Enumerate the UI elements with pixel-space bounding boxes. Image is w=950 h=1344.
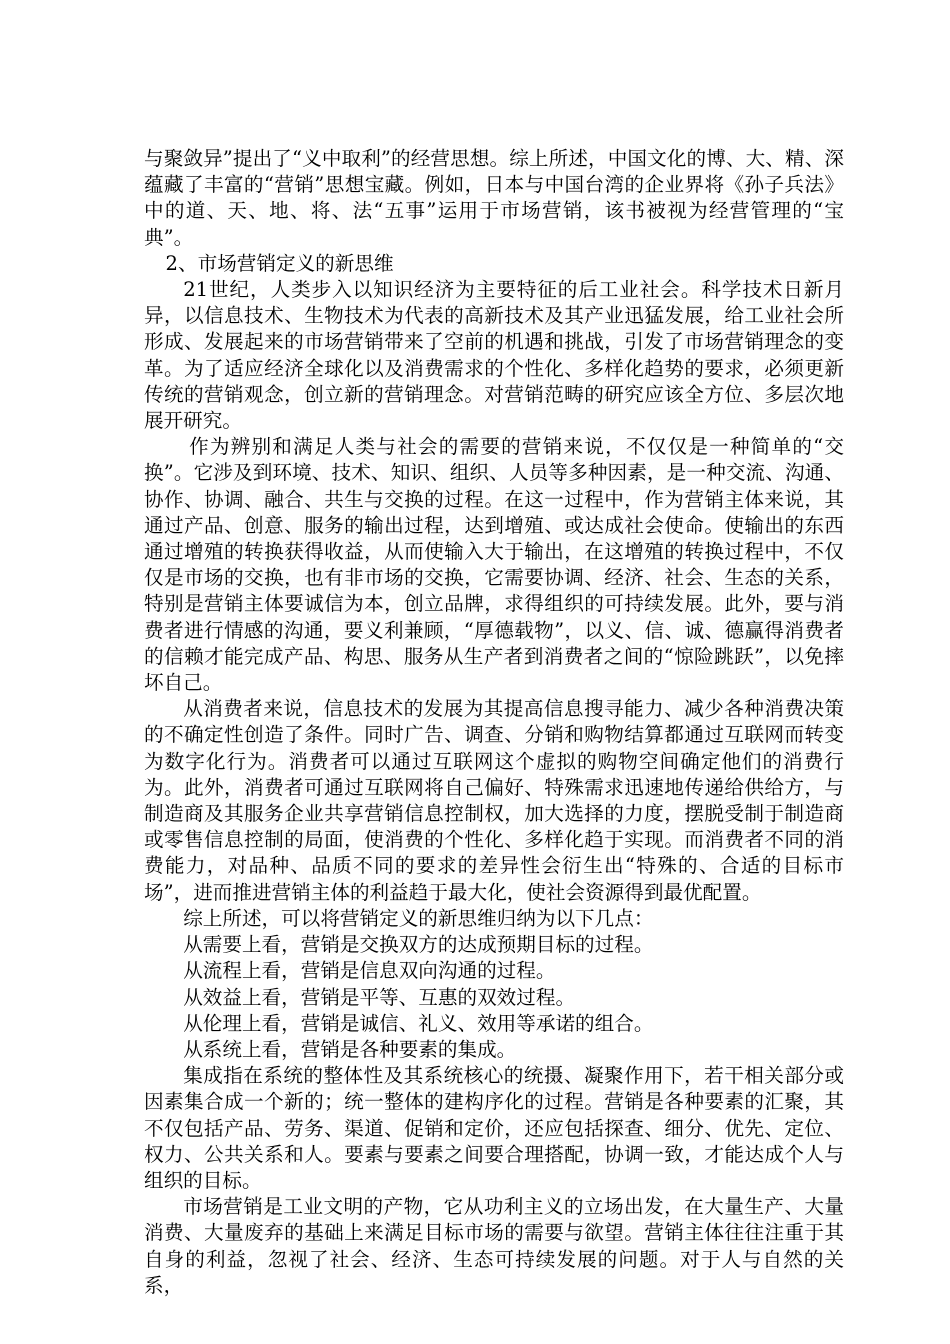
paragraph: 与聚敛异”提出了“义中取利”的经营思想。综上所述，中国文化的博、大、精、深蕴藏了丰富的“营销”思想宝藏。例如，日本与中国台湾的企业界将《孙子兵法》中的道、天、地、将、法“五事”运用于市场营销，该书被视为经营管理的“宝典”。 xyxy=(144,147,844,249)
document-body xyxy=(144,146,844,1299)
paragraph: 作为辨别和满足人类与社会的需要的营销来说，不仅仅是一种简单的“交换”。它涉及到环境、技术、知识、组织、人员等多种因素，是一种交流、沟通、协作、协调、融合、共生与交换的过程。在这一过程中，作为营销主体来说，其通过产品、创意、服务的输出过程，达到增殖、或达成社会使命。使输出的东西通过增殖的转换获得收益，从而使输入大于输出，在这增殖的转换过程中，不仅仅是市场的交换，也有非市场的交换，它需要协调、经济、社会、生态的关系，特别是营销主体要诚信为本，创立品牌，求得组织的可持续发展。此外，要与消费者进行情感的沟通，要义利兼顾，“厚德载物”，以义、信、诚、德赢得消费者的信赖才能完成产品、构思、服务从生产者到消费者之间的“惊险跳跃”，以免摔坏自己。 xyxy=(144,435,844,695)
paragraph: 市场营销是工业文明的产物，它从功利主义的立场出发，在大量生产、大量消费、大量废弃的基础上来满足目标市场的需要与欲望。营销主体往往注重于其自身的利益，忽视了社会、经济、生态可持续发展的问题。对于人与自然的关系， xyxy=(144,1195,844,1297)
section-heading: 2、市场营销定义的新思维 xyxy=(165,251,394,275)
list-item: 从流程上看，营销是信息双向沟通的过程。 xyxy=(183,959,556,983)
paragraph: 综上所述，可以将营销定义的新思维归纳为以下几点： xyxy=(183,906,654,930)
list-item: 从伦理上看，营销是诚信、礼义、效用等承诺的组合。 xyxy=(183,1011,654,1035)
list-item: 从需要上看，营销是交换双方的达成预期目标的过程。 xyxy=(183,933,654,957)
list-item: 从效益上看，营销是平等、互惠的双效过程。 xyxy=(183,985,576,1009)
list-item: 从系统上看，营销是各种要素的集成。 xyxy=(183,1037,517,1061)
paragraph: 21世纪，人类步入以知识经济为主要特征的后工业社会。科学技术日新月异，以信息技术、生物技术为代表的高新技术及其产业迅猛发展，给工业社会所形成、发展起来的市场营销带来了空前的机遇和挑战，引发了市场营销理念的变革。为了适应经济全球化以及消费需求的个性化、多样化趋势的要求，必须更新传统的营销观念，创立新的营销理念。对营销范畴的研究应该全方位、多层次地展开研究。 xyxy=(144,278,844,433)
paragraph: 集成指在系统的整体性及其系统核心的统摄、凝聚作用下，若干相关部分或因素集合成一个新的；统一整体的建构序化的过程。营销是各种要素的汇聚，其不仅包括产品、劳务、渠道、促销和定价，还应包括探查、细分、优先、定位、权力、公共关系和人。要素与要素之间要合理搭配，协调一致，才能达成个人与组织的目标。 xyxy=(144,1064,844,1192)
paragraph: 从消费者来说，信息技术的发展为其提高信息搜寻能力、减少各种消费决策的不确定性创造了条件。同时广告、调查、分销和购物结算都通过互联网而转变为数字化行为。消费者可以通过互联网这个虚拟的购物空间确定他们的消费行为。此外，消费者可通过互联网将自己偏好、特殊需求迅速地传递给供给方，与制造商及其服务企业共享营销信息控制权，加大选择的力度，摆脱受制于制造商或零售信息控制的局面，使消费的个性化、多样化趋于实现。而消费者不同的消费能力，对品种、品质不同的要求的差异性会衍生出“特殊的、合适的目标市场”，进而推进营销主体的利益趋于最大化，使社会资源得到最优配置。 xyxy=(144,697,844,904)
